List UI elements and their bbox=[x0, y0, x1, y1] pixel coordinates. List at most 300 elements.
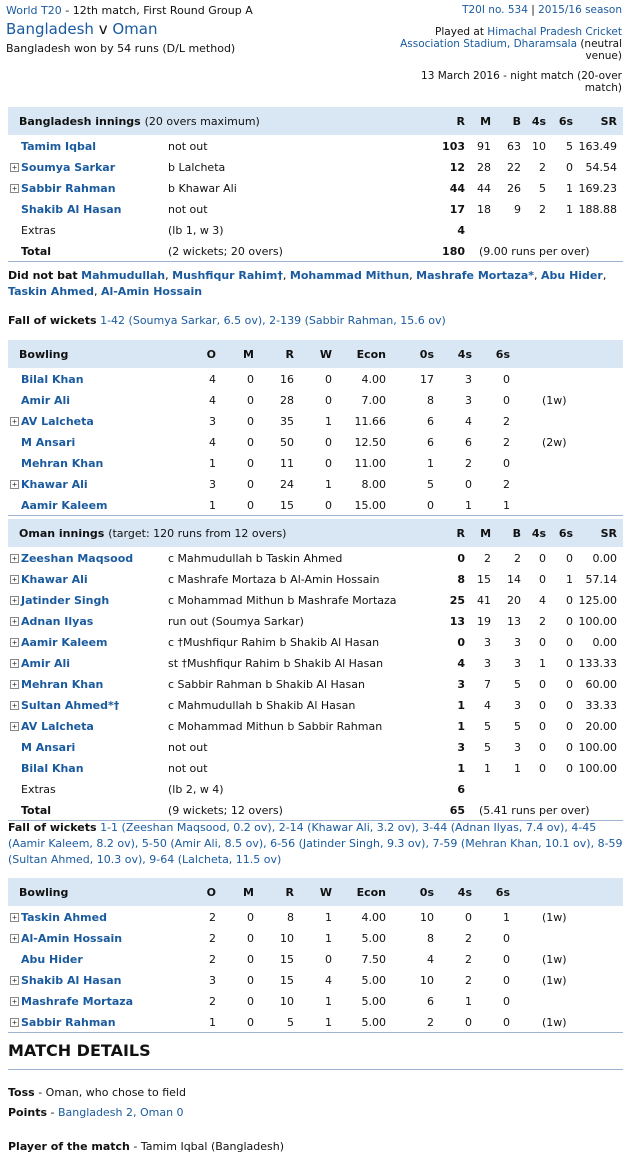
series-link[interactable]: World T20 bbox=[6, 4, 62, 17]
expand-icon[interactable]: + bbox=[10, 934, 19, 943]
expand-icon[interactable]: + bbox=[10, 638, 19, 647]
column-header: W bbox=[294, 878, 332, 907]
stat-f: 4 bbox=[521, 590, 546, 611]
bowler-extras bbox=[510, 453, 623, 474]
player-cell bbox=[8, 928, 168, 949]
stat-econ: 12.50 bbox=[332, 432, 386, 453]
extras-label: Extras bbox=[8, 220, 168, 241]
extras-label: Extras bbox=[8, 779, 168, 800]
stat-r: 15 bbox=[254, 949, 294, 970]
batsman-row bbox=[8, 157, 623, 178]
stat-f: 3 bbox=[434, 390, 472, 411]
stat-b: 2 bbox=[491, 548, 521, 569]
stat-m: 3 bbox=[465, 632, 491, 653]
player-link[interactable]: Khawar Ali bbox=[21, 477, 88, 491]
stat-s: 0 bbox=[472, 928, 510, 949]
stat-z: 6 bbox=[386, 432, 434, 453]
stat-econ: 11.66 bbox=[332, 411, 386, 432]
batsman-row bbox=[8, 716, 623, 737]
fow-label: Fall of wickets bbox=[8, 821, 97, 834]
dismissal: c †Mushfiqur Rahim b Shakib Al Hasan bbox=[168, 632, 408, 653]
stat-f: 0 bbox=[521, 632, 546, 653]
player-link[interactable]: Tamim Iqbal bbox=[21, 139, 97, 153]
stat-econ: 5.00 bbox=[332, 1012, 386, 1033]
stat-o: 1 bbox=[168, 495, 216, 516]
player-link[interactable]: M Ansari bbox=[21, 435, 76, 449]
expand-icon[interactable]: + bbox=[10, 701, 19, 710]
runs: 8 bbox=[408, 569, 465, 590]
runs: 4 bbox=[408, 653, 465, 674]
total-row bbox=[8, 241, 623, 262]
stat-r: 15 bbox=[254, 495, 294, 516]
stat-f: 1 bbox=[521, 653, 546, 674]
batsman-row bbox=[8, 758, 623, 779]
stat-o: 3 bbox=[168, 411, 216, 432]
player-cell bbox=[8, 758, 168, 779]
stat-r: 24 bbox=[254, 474, 294, 495]
runs: 44 bbox=[408, 178, 465, 199]
dnb-player-link[interactable]: Al-Amin Hossain bbox=[100, 285, 203, 298]
stat-econ: 7.50 bbox=[332, 949, 386, 970]
column-header: 0s bbox=[386, 340, 434, 369]
bowler-extras bbox=[510, 928, 623, 949]
stat-s: 0 bbox=[472, 369, 510, 390]
bowler-row bbox=[8, 390, 623, 411]
bowler-row bbox=[8, 907, 623, 928]
player-link[interactable]: AV Lalcheta bbox=[21, 414, 94, 428]
column-header: 6s bbox=[546, 519, 573, 548]
player-of-match-line bbox=[8, 1139, 623, 1155]
dnb-player-link[interactable]: Mahmudullah bbox=[81, 269, 166, 282]
match-details-heading: MATCH DETAILS bbox=[8, 1041, 151, 1060]
stat-o: 2 bbox=[168, 991, 216, 1012]
stat-b: 22 bbox=[491, 157, 521, 178]
stat-s: 0 bbox=[546, 674, 573, 695]
match-date: 13 March 2016 - night match (20-over match) bbox=[421, 70, 622, 94]
bowler-extras bbox=[510, 495, 623, 516]
stat-m: 0 bbox=[216, 970, 254, 991]
player-cell bbox=[8, 632, 168, 653]
did-not-bat: Did not bat Mahmudullah, Mushfiqur Rahim†, Mohammad Mithun, Mashrafe Mortaza*, Abu Hider, Taskin Ahmed, Al-Amin Hossain bbox=[8, 269, 607, 298]
dismissal: b Lalcheta bbox=[168, 157, 408, 178]
stat-s: 0 bbox=[546, 695, 573, 716]
player-cell bbox=[8, 569, 168, 590]
dismissal: c Mahmudullah b Shakib Al Hasan bbox=[168, 695, 408, 716]
stat-f: 2 bbox=[521, 199, 546, 220]
batsman-row bbox=[8, 695, 623, 716]
team2-link[interactable]: Oman bbox=[112, 20, 158, 38]
stat-b: 1 bbox=[491, 758, 521, 779]
stat-s: 0 bbox=[546, 716, 573, 737]
dnb-player-link[interactable]: Mashrafe Mortaza* bbox=[416, 269, 535, 282]
player-link[interactable]: Mehran Khan bbox=[21, 677, 104, 691]
stat-b: 14 bbox=[491, 569, 521, 590]
runs: 25 bbox=[408, 590, 465, 611]
stat-b: 5 bbox=[491, 716, 521, 737]
stat-econ: 5.00 bbox=[332, 970, 386, 991]
expand-icon[interactable]: + bbox=[10, 417, 19, 426]
player-link[interactable]: Amir Ali bbox=[21, 656, 71, 670]
stat-m: 5 bbox=[465, 737, 491, 758]
stat-b: 3 bbox=[491, 632, 521, 653]
batsman-row bbox=[8, 653, 623, 674]
stat-w: 0 bbox=[294, 495, 332, 516]
stat-r: 8 bbox=[254, 907, 294, 928]
stat-econ: 11.00 bbox=[332, 453, 386, 474]
venue-link[interactable]: Himachal Pradesh Cricket Association Stadium, Dharamsala bbox=[400, 26, 622, 50]
dnb-player-link[interactable]: Mohammad Mithun bbox=[289, 269, 410, 282]
stat-z: 10 bbox=[386, 907, 434, 928]
expand-icon[interactable]: + bbox=[10, 976, 19, 985]
stat-m: 0 bbox=[216, 907, 254, 928]
column-header: 4s bbox=[521, 519, 546, 548]
stat-f: 10 bbox=[521, 136, 546, 157]
total-runs: 65 bbox=[408, 800, 465, 821]
stat-z: 1 bbox=[386, 453, 434, 474]
bowler-row bbox=[8, 432, 623, 453]
extras-row bbox=[8, 779, 623, 800]
player-cell bbox=[8, 474, 168, 495]
stat-m: 0 bbox=[216, 474, 254, 495]
stat-r: 5 bbox=[254, 1012, 294, 1033]
stat-z: 8 bbox=[386, 928, 434, 949]
stat-b: 3 bbox=[491, 653, 521, 674]
stat-sr: 163.49 bbox=[573, 136, 623, 157]
stat-m: 28 bbox=[465, 157, 491, 178]
stat-f: 0 bbox=[521, 674, 546, 695]
bowler-row bbox=[8, 949, 623, 970]
stat-s: 5 bbox=[546, 136, 573, 157]
stat-m: 2 bbox=[465, 548, 491, 569]
player-cell bbox=[8, 495, 168, 516]
season-link[interactable]: 2015/16 season bbox=[538, 4, 622, 16]
player-cell bbox=[8, 907, 168, 928]
stat-s: 1 bbox=[472, 907, 510, 928]
stat-r: 10 bbox=[254, 991, 294, 1012]
stat-b: 9 bbox=[491, 199, 521, 220]
stat-s: 0 bbox=[472, 1012, 510, 1033]
expand-icon[interactable]: + bbox=[10, 659, 19, 668]
stat-r: 11 bbox=[254, 453, 294, 474]
runs: 17 bbox=[408, 199, 465, 220]
player-link[interactable]: AV Lalcheta bbox=[21, 719, 94, 733]
column-header: 4s bbox=[434, 340, 472, 369]
stat-o: 2 bbox=[168, 949, 216, 970]
bowler-row bbox=[8, 1012, 623, 1033]
stat-sr: 20.00 bbox=[573, 716, 623, 737]
fow-text: 1-1 (Zeeshan Maqsood, 0.2 ov), 2-14 (Khawar Ali, 3.2 ov), 3-44 (Adnan Ilyas, 7.4 ov), 4-45 (Aamir Kaleem, 8.2 ov), 5-50 (Amir Ali, 8.5 ov), 6-56 (Jatinder Singh, 9.3 ov), 7-59 (Mehran Khan, 10.1 ov), 8-59 (Sultan Ahmed, 10.3 ov), 9-64 (Lalcheta, 11.5 ov) bbox=[8, 821, 623, 866]
player-link[interactable]: Bilal Khan bbox=[21, 761, 84, 775]
player-cell bbox=[8, 411, 168, 432]
dnb-player-link[interactable]: Mushfiqur Rahim† bbox=[172, 269, 283, 282]
player-cell bbox=[8, 970, 168, 991]
player-link[interactable]: Khawar Ali bbox=[21, 572, 88, 586]
runs: 3 bbox=[408, 737, 465, 758]
stat-econ: 5.00 bbox=[332, 991, 386, 1012]
stat-f: 0 bbox=[521, 548, 546, 569]
dismissal: c Mahmudullah b Taskin Ahmed bbox=[168, 548, 408, 569]
player-cell bbox=[8, 1012, 168, 1033]
stat-z: 17 bbox=[386, 369, 434, 390]
expand-icon[interactable]: + bbox=[10, 184, 19, 193]
player-link[interactable]: Shakib Al Hasan bbox=[21, 202, 122, 216]
player-link[interactable]: Mehran Khan bbox=[21, 456, 104, 470]
stat-r: 28 bbox=[254, 390, 294, 411]
dnb-player-link[interactable]: Taskin Ahmed bbox=[8, 285, 94, 298]
dismissal: c Mohammad Mithun b Mashrafe Mortaza bbox=[168, 590, 408, 611]
stat-w: 4 bbox=[294, 970, 332, 991]
oman-bowling-table bbox=[8, 340, 623, 516]
stat-f: 1 bbox=[434, 991, 472, 1012]
stat-w: 1 bbox=[294, 1012, 332, 1033]
column-header: B bbox=[491, 519, 521, 548]
player-link[interactable]: Adnan Ilyas bbox=[21, 614, 94, 628]
stat-f: 0 bbox=[521, 737, 546, 758]
stat-z: 10 bbox=[386, 970, 434, 991]
player-link[interactable]: Soumya Sarkar bbox=[21, 160, 116, 174]
player-link[interactable]: Bilal Khan bbox=[21, 372, 84, 386]
stat-m: 0 bbox=[216, 495, 254, 516]
stat-m: 0 bbox=[216, 453, 254, 474]
pom-value: - Tamim Iqbal (Bangladesh) bbox=[129, 1140, 285, 1153]
bowler-row bbox=[8, 474, 623, 495]
fow-label: Fall of wickets bbox=[8, 314, 97, 327]
stat-f: 2 bbox=[521, 611, 546, 632]
stat-w: 1 bbox=[294, 928, 332, 949]
column-header: 6s bbox=[546, 107, 573, 136]
stat-r: 16 bbox=[254, 369, 294, 390]
stat-r: 50 bbox=[254, 432, 294, 453]
stat-z: 4 bbox=[386, 949, 434, 970]
expand-icon[interactable]: + bbox=[10, 480, 19, 489]
stat-f: 5 bbox=[521, 178, 546, 199]
player-link[interactable]: Al-Amin Hossain bbox=[21, 931, 123, 945]
stat-m: 0 bbox=[216, 991, 254, 1012]
column-header: Econ bbox=[332, 340, 386, 369]
stat-f: 0 bbox=[521, 716, 546, 737]
stat-econ: 4.00 bbox=[332, 907, 386, 928]
player-cell bbox=[8, 432, 168, 453]
player-link[interactable]: Taskin Ahmed bbox=[21, 910, 107, 924]
dismissal: run out (Soumya Sarkar) bbox=[168, 611, 408, 632]
player-cell bbox=[8, 590, 168, 611]
t20i-number-link[interactable]: T20I no. 534 bbox=[462, 4, 528, 16]
stat-econ: 5.00 bbox=[332, 928, 386, 949]
dismissal: c Mashrafe Mortaza b Al-Amin Hossain bbox=[168, 569, 408, 590]
stat-sr: 60.00 bbox=[573, 674, 623, 695]
stat-s: 2 bbox=[472, 411, 510, 432]
player-link[interactable]: Mashrafe Mortaza bbox=[21, 994, 134, 1008]
batsman-row bbox=[8, 737, 623, 758]
stat-o: 4 bbox=[168, 390, 216, 411]
player-link[interactable]: Sabbir Rahman bbox=[21, 181, 116, 195]
column-header: 6s bbox=[472, 340, 510, 369]
stat-s: 0 bbox=[546, 653, 573, 674]
stat-b: 5 bbox=[491, 674, 521, 695]
bowler-row bbox=[8, 495, 623, 516]
player-link[interactable]: Zeeshan Maqsood bbox=[21, 551, 134, 565]
innings-subtitle: (20 overs maximum) bbox=[144, 114, 260, 128]
column-header: 6s bbox=[472, 878, 510, 907]
expand-icon[interactable]: + bbox=[10, 575, 19, 584]
bangladesh-bowling-table bbox=[8, 878, 623, 1033]
stat-b: 63 bbox=[491, 136, 521, 157]
stat-sr: 33.33 bbox=[573, 695, 623, 716]
dnb-player-link[interactable]: Abu Hider bbox=[541, 269, 603, 282]
stat-sr: 100.00 bbox=[573, 737, 623, 758]
stat-m: 18 bbox=[465, 199, 491, 220]
total-runs: 180 bbox=[408, 241, 465, 262]
column-header: R bbox=[408, 519, 465, 548]
column-header: 0s bbox=[386, 878, 434, 907]
bowler-extras bbox=[510, 369, 623, 390]
runs: 103 bbox=[408, 136, 465, 157]
column-header: M bbox=[465, 107, 491, 136]
column-header: Econ bbox=[332, 878, 386, 907]
player-link[interactable]: Aamir Kaleem bbox=[21, 498, 108, 512]
player-cell bbox=[8, 390, 168, 411]
player-cell bbox=[8, 991, 168, 1012]
dismissal: not out bbox=[168, 136, 408, 157]
player-link[interactable]: Aamir Kaleem bbox=[21, 635, 108, 649]
dismissal: st †Mushfiqur Rahim b Shakib Al Hasan bbox=[168, 653, 408, 674]
bowler-row bbox=[8, 991, 623, 1012]
stat-m: 1 bbox=[465, 758, 491, 779]
stat-sr: 57.14 bbox=[573, 569, 623, 590]
batsman-row bbox=[8, 611, 623, 632]
extras-runs: 6 bbox=[408, 779, 465, 800]
expand-icon[interactable]: + bbox=[10, 913, 19, 922]
innings-header bbox=[8, 519, 623, 548]
innings-title bbox=[8, 519, 408, 548]
extras-detail: (lb 1, w 3) bbox=[168, 220, 408, 241]
player-cell bbox=[8, 737, 168, 758]
points-label: Points bbox=[8, 1106, 48, 1119]
stat-w: 1 bbox=[294, 411, 332, 432]
runs: 0 bbox=[408, 632, 465, 653]
stat-z: 8 bbox=[386, 390, 434, 411]
stat-o: 3 bbox=[168, 970, 216, 991]
teams-line bbox=[6, 19, 386, 39]
match-result: Bangladesh won by 54 runs (D/L method) bbox=[6, 42, 236, 55]
player-cell bbox=[8, 674, 168, 695]
stat-s: 0 bbox=[546, 632, 573, 653]
player-link[interactable]: Jatinder Singh bbox=[21, 593, 110, 607]
stat-m: 0 bbox=[216, 411, 254, 432]
player-link[interactable]: Shakib Al Hasan bbox=[21, 973, 122, 987]
player-link[interactable]: Sabbir Rahman bbox=[21, 1015, 116, 1029]
expand-icon[interactable]: + bbox=[10, 722, 19, 731]
toss-value: - Oman, who chose to field bbox=[34, 1086, 186, 1099]
stat-o: 3 bbox=[168, 474, 216, 495]
stat-sr: 0.00 bbox=[573, 632, 623, 653]
bowler-row bbox=[8, 411, 623, 432]
points-sep: - bbox=[47, 1106, 58, 1119]
expand-icon[interactable]: + bbox=[10, 596, 19, 605]
player-cell bbox=[8, 611, 168, 632]
stat-s: 1 bbox=[546, 569, 573, 590]
batsman-row bbox=[8, 590, 623, 611]
match-header bbox=[6, 3, 386, 56]
stat-sr: 188.88 bbox=[573, 199, 623, 220]
column-header: SR bbox=[573, 519, 623, 548]
stat-r: 35 bbox=[254, 411, 294, 432]
player-link[interactable]: Sultan Ahmed*† bbox=[21, 698, 120, 712]
om-fall-of-wickets bbox=[8, 820, 623, 868]
player-link[interactable]: Abu Hider bbox=[21, 952, 83, 966]
stat-s: 0 bbox=[546, 737, 573, 758]
stat-m: 0 bbox=[216, 432, 254, 453]
run-rate: (5.41 runs per over) bbox=[465, 800, 623, 821]
expand-icon[interactable]: + bbox=[10, 1018, 19, 1027]
stat-econ: 4.00 bbox=[332, 369, 386, 390]
stat-f: 3 bbox=[434, 369, 472, 390]
stat-s: 0 bbox=[472, 453, 510, 474]
stat-z: 6 bbox=[386, 991, 434, 1012]
dismissal: c Sabbir Rahman b Shakib Al Hasan bbox=[168, 674, 408, 695]
bowler-row bbox=[8, 369, 623, 390]
stat-f: 2 bbox=[434, 949, 472, 970]
expand-icon[interactable]: + bbox=[10, 997, 19, 1006]
stat-s: 2 bbox=[472, 474, 510, 495]
total-label: Total bbox=[8, 800, 168, 821]
stat-z: 0 bbox=[386, 495, 434, 516]
player-cell bbox=[8, 178, 168, 199]
runs: 0 bbox=[408, 548, 465, 569]
stat-w: 0 bbox=[294, 949, 332, 970]
stat-f: 6 bbox=[434, 432, 472, 453]
stat-f: 2 bbox=[434, 928, 472, 949]
stat-sr: 100.00 bbox=[573, 758, 623, 779]
innings-name: Oman innings bbox=[19, 526, 105, 540]
toss-label: Toss bbox=[8, 1086, 35, 1099]
stat-s: 2 bbox=[472, 432, 510, 453]
expand-icon[interactable]: + bbox=[10, 680, 19, 689]
runs: 13 bbox=[408, 611, 465, 632]
stat-z: 6 bbox=[386, 411, 434, 432]
expand-icon[interactable]: + bbox=[10, 163, 19, 172]
stat-s: 0 bbox=[546, 611, 573, 632]
venue-note: (neutral venue) bbox=[577, 38, 622, 62]
stat-m: 0 bbox=[216, 1012, 254, 1033]
stat-m: 0 bbox=[216, 369, 254, 390]
stat-econ: 15.00 bbox=[332, 495, 386, 516]
column-header: R bbox=[254, 878, 294, 907]
innings-name: Bangladesh innings bbox=[19, 114, 141, 128]
player-cell bbox=[8, 716, 168, 737]
extras-row bbox=[8, 220, 623, 241]
bowling-header bbox=[8, 340, 623, 369]
stat-w: 1 bbox=[294, 474, 332, 495]
extras-detail: (lb 2, w 4) bbox=[168, 779, 408, 800]
stat-m: 5 bbox=[465, 716, 491, 737]
stat-m: 0 bbox=[216, 949, 254, 970]
team1-link[interactable]: Bangladesh bbox=[6, 20, 94, 38]
player-link[interactable]: M Ansari bbox=[21, 740, 76, 754]
player-cell bbox=[8, 157, 168, 178]
expand-icon[interactable]: + bbox=[10, 554, 19, 563]
run-rate: (9.00 runs per over) bbox=[465, 241, 623, 262]
stat-w: 0 bbox=[294, 453, 332, 474]
stat-sr: 0.00 bbox=[573, 548, 623, 569]
expand-icon[interactable]: + bbox=[10, 617, 19, 626]
stat-s: 1 bbox=[546, 178, 573, 199]
stat-o: 4 bbox=[168, 432, 216, 453]
total-detail: (9 wickets; 12 overs) bbox=[168, 800, 408, 821]
bowler-extras: (1w) bbox=[510, 949, 623, 970]
player-link[interactable]: Amir Ali bbox=[21, 393, 71, 407]
stat-f: 2 bbox=[521, 157, 546, 178]
